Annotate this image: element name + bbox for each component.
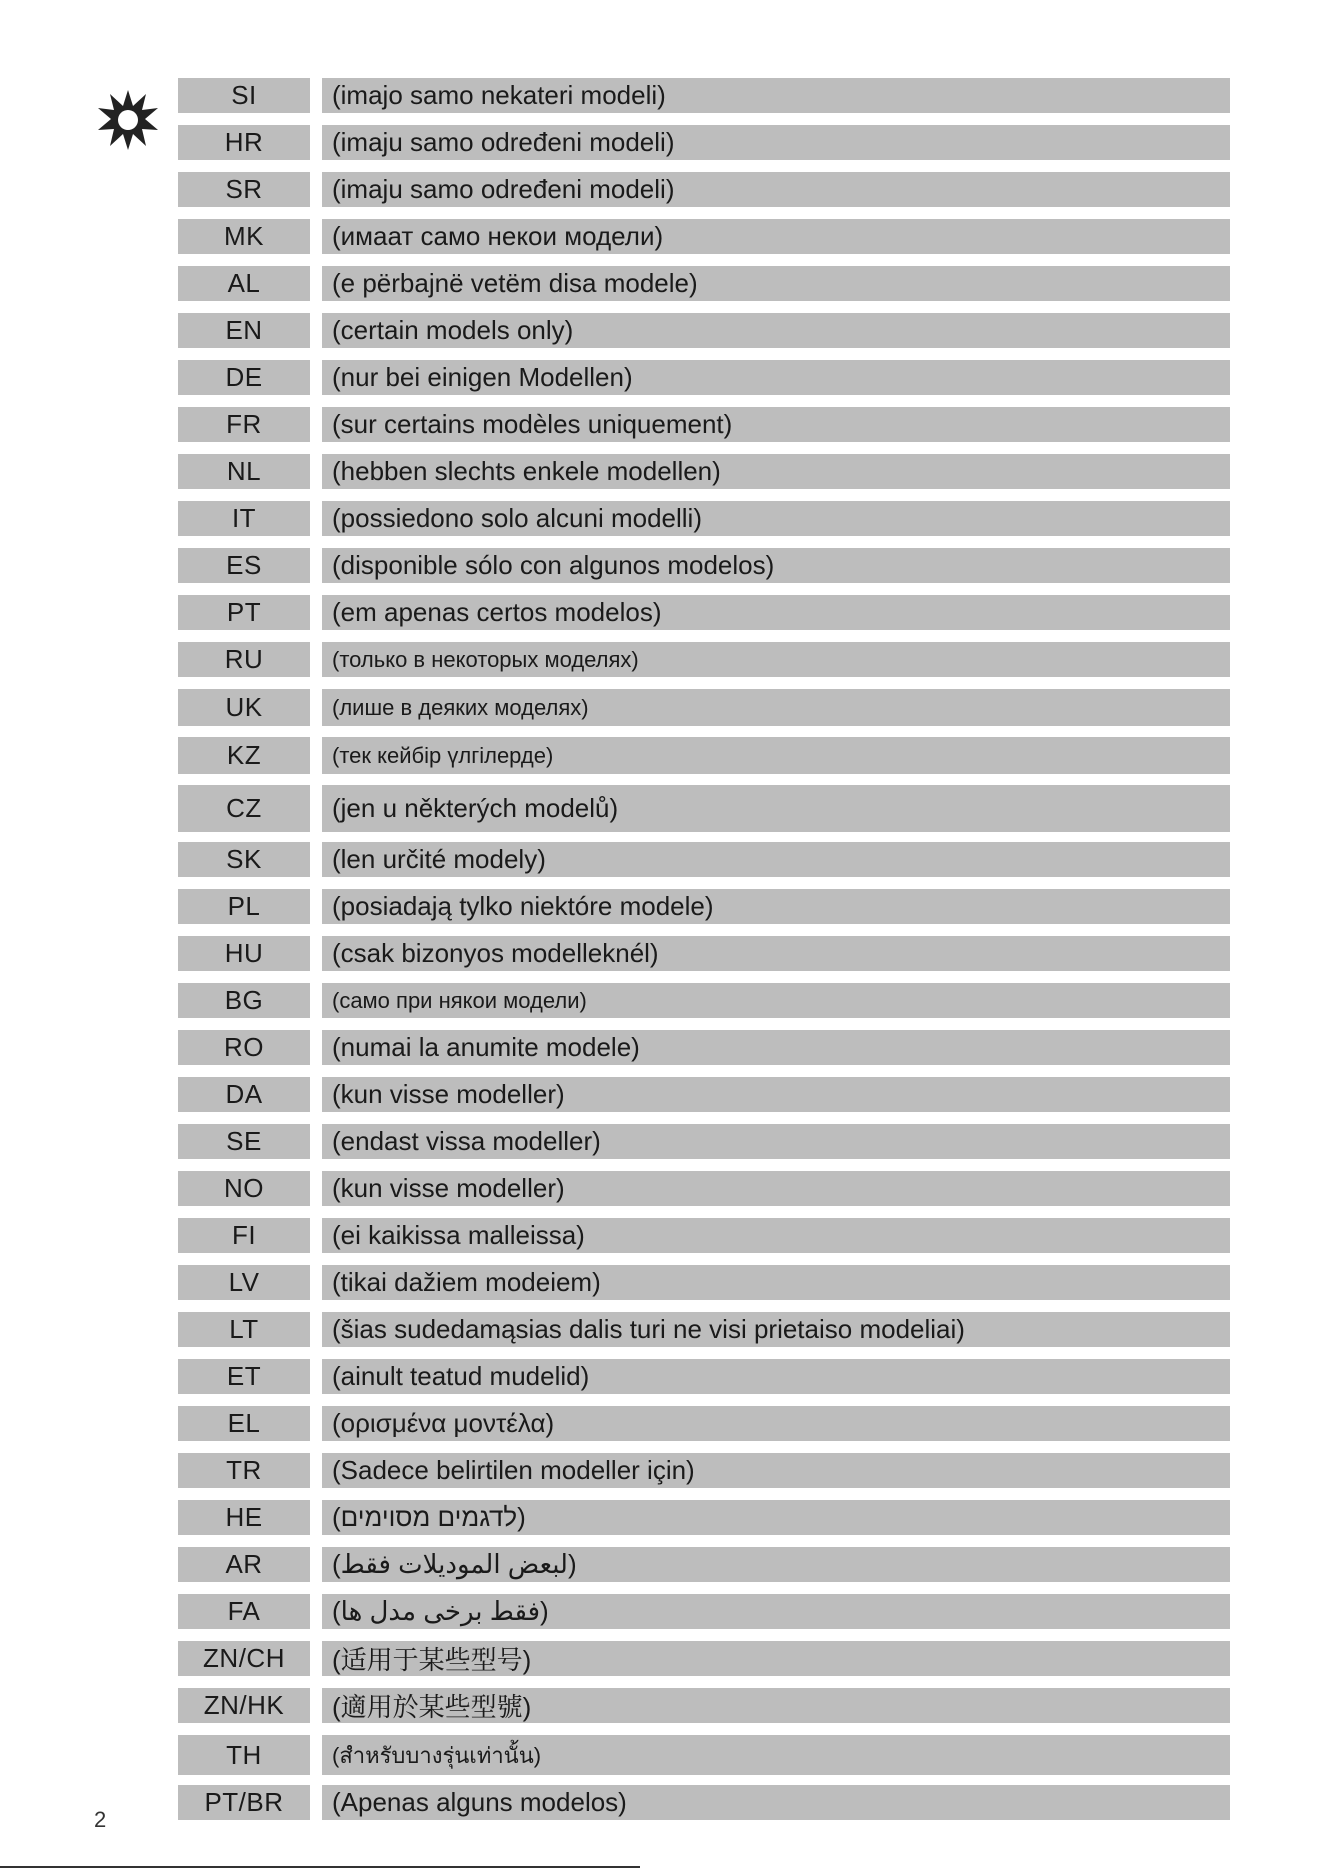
language-code: HE bbox=[178, 1500, 310, 1535]
table-row bbox=[178, 936, 1230, 971]
language-code: HU bbox=[178, 936, 310, 971]
availability-note: (csak bizonyos modelleknél) bbox=[322, 936, 1230, 971]
language-code: SE bbox=[178, 1124, 310, 1159]
table-row bbox=[178, 501, 1230, 536]
table-row bbox=[178, 1547, 1230, 1582]
language-code: NO bbox=[178, 1171, 310, 1206]
table-row bbox=[178, 1312, 1230, 1347]
language-code: FI bbox=[178, 1218, 310, 1253]
availability-note: (em apenas certos modelos) bbox=[322, 595, 1230, 630]
table-row bbox=[178, 407, 1230, 442]
language-code: EN bbox=[178, 313, 310, 348]
table-row bbox=[178, 1265, 1230, 1300]
availability-note: (tikai dažiem modeiem) bbox=[322, 1265, 1230, 1300]
page-number: 2 bbox=[94, 1807, 107, 1832]
table-row bbox=[178, 454, 1230, 489]
availability-note: (лише в деяких моделях) bbox=[322, 689, 1230, 726]
language-code: MK bbox=[178, 219, 310, 254]
availability-note: (kun visse modeller) bbox=[322, 1077, 1230, 1112]
availability-note: (kun visse modeller) bbox=[322, 1171, 1230, 1206]
availability-note bbox=[322, 1547, 1230, 1582]
language-code: ZN/CH bbox=[178, 1641, 310, 1676]
availability-note: (imaju samo određeni modeli) bbox=[322, 125, 1230, 160]
language-code: FR bbox=[178, 407, 310, 442]
language-code: DA bbox=[178, 1077, 310, 1112]
availability-note: (ορισμένα μοντέλα) bbox=[322, 1406, 1230, 1441]
availability-note bbox=[322, 1500, 1230, 1535]
availability-note: (适用于某些型号) bbox=[322, 1641, 1230, 1676]
table-row bbox=[178, 1077, 1230, 1112]
availability-note: (possiedono solo alcuni modelli) bbox=[322, 501, 1230, 536]
table-row bbox=[178, 1594, 1230, 1629]
availability-note: (適用於某些型號) bbox=[322, 1688, 1230, 1723]
availability-note-text: (לדגמים מסוימים) bbox=[332, 1502, 526, 1532]
availability-note: (certain models only) bbox=[322, 313, 1230, 348]
language-code: BG bbox=[178, 983, 310, 1018]
table-row bbox=[178, 889, 1230, 924]
language-code: PT bbox=[178, 595, 310, 630]
availability-note: (imajo samo nekateri modeli) bbox=[322, 78, 1230, 113]
language-code: AR bbox=[178, 1547, 310, 1582]
availability-note: (len určité modely) bbox=[322, 842, 1230, 877]
language-code: HR bbox=[178, 125, 310, 160]
table-row bbox=[178, 689, 1230, 726]
table-row bbox=[178, 313, 1230, 348]
table-row bbox=[178, 842, 1230, 877]
table-row bbox=[178, 1124, 1230, 1159]
table-row bbox=[178, 1030, 1230, 1065]
language-code: CZ bbox=[178, 785, 310, 832]
table-row bbox=[178, 360, 1230, 395]
availability-note: (nur bei einigen Modellen) bbox=[322, 360, 1230, 395]
table-row bbox=[178, 642, 1230, 677]
table-row bbox=[178, 737, 1230, 774]
table-row bbox=[178, 1500, 1230, 1535]
availability-note: (ei kaikissa malleissa) bbox=[322, 1218, 1230, 1253]
table-row bbox=[178, 1359, 1230, 1394]
table-row bbox=[178, 78, 1230, 113]
table-row bbox=[178, 548, 1230, 583]
table-row bbox=[178, 1406, 1230, 1441]
availability-note: (posiadają tylko niektóre modele) bbox=[322, 889, 1230, 924]
table-row bbox=[178, 983, 1230, 1018]
language-code: KZ bbox=[178, 737, 310, 774]
table-row bbox=[178, 1785, 1230, 1820]
language-code: RU bbox=[178, 642, 310, 677]
table-row bbox=[178, 1218, 1230, 1253]
table-row bbox=[178, 1453, 1230, 1488]
availability-note: (hebben slechts enkele modellen) bbox=[322, 454, 1230, 489]
table-row bbox=[178, 125, 1230, 160]
language-code: ES bbox=[178, 548, 310, 583]
availability-note: (тек кейбір үлгілерде) bbox=[322, 737, 1230, 774]
availability-note: (Apenas alguns modelos) bbox=[322, 1785, 1230, 1820]
language-code: SI bbox=[178, 78, 310, 113]
language-code: UK bbox=[178, 689, 310, 726]
availability-note: (šias sudedamąsias dalis turi ne visi prietaiso modeliai) bbox=[322, 1312, 1230, 1347]
table-row bbox=[178, 266, 1230, 301]
availability-note: (sur certains modèles uniquement) bbox=[322, 407, 1230, 442]
language-code: TR bbox=[178, 1453, 310, 1488]
table-row bbox=[178, 219, 1230, 254]
table-row bbox=[178, 1171, 1230, 1206]
availability-note: (สำหรับบางรุ่นเท่านั้น) bbox=[322, 1735, 1230, 1775]
language-code: EL bbox=[178, 1406, 310, 1441]
table-row bbox=[178, 595, 1230, 630]
divider bbox=[0, 1866, 640, 1868]
availability-note bbox=[322, 1594, 1230, 1629]
availability-note: (само при някои модели) bbox=[322, 983, 1230, 1018]
language-code: PT/BR bbox=[178, 1785, 310, 1820]
table-row bbox=[178, 172, 1230, 207]
availability-note: (disponible sólo con algunos modelos) bbox=[322, 548, 1230, 583]
language-code: ET bbox=[178, 1359, 310, 1394]
availability-note: (e përbajnë vetëm disa modele) bbox=[322, 266, 1230, 301]
availability-note: (jen u některých modelů) bbox=[322, 785, 1230, 832]
language-code: TH bbox=[178, 1735, 310, 1775]
availability-note: (numai la anumite modele) bbox=[322, 1030, 1230, 1065]
language-code: ZN/HK bbox=[178, 1688, 310, 1723]
availability-note: (ainult teatud mudelid) bbox=[322, 1359, 1230, 1394]
language-code: SK bbox=[178, 842, 310, 877]
language-code: LT bbox=[178, 1312, 310, 1347]
sun-burst-icon bbox=[96, 88, 160, 152]
availability-note-text: (فقط برخی مدل ها) bbox=[332, 1596, 549, 1626]
availability-note: (только в некоторых моделях) bbox=[322, 642, 1230, 677]
language-code: RO bbox=[178, 1030, 310, 1065]
availability-note: (имаат само некои модели) bbox=[322, 219, 1230, 254]
language-code: SR bbox=[178, 172, 310, 207]
table-row bbox=[178, 1641, 1230, 1676]
availability-note: (imaju samo određeni modeli) bbox=[322, 172, 1230, 207]
availability-note: (endast vissa modeller) bbox=[322, 1124, 1230, 1159]
language-code: DE bbox=[178, 360, 310, 395]
language-code: AL bbox=[178, 266, 310, 301]
language-code: PL bbox=[178, 889, 310, 924]
language-code: IT bbox=[178, 501, 310, 536]
table-row bbox=[178, 1735, 1230, 1775]
language-code: NL bbox=[178, 454, 310, 489]
table-row bbox=[178, 785, 1230, 832]
availability-note-text: (لبعض الموديلات فقط) bbox=[332, 1549, 577, 1579]
availability-note: (Sadece belirtilen modeller için) bbox=[322, 1453, 1230, 1488]
language-code: FA bbox=[178, 1594, 310, 1629]
language-code: LV bbox=[178, 1265, 310, 1300]
table-row bbox=[178, 1688, 1230, 1723]
